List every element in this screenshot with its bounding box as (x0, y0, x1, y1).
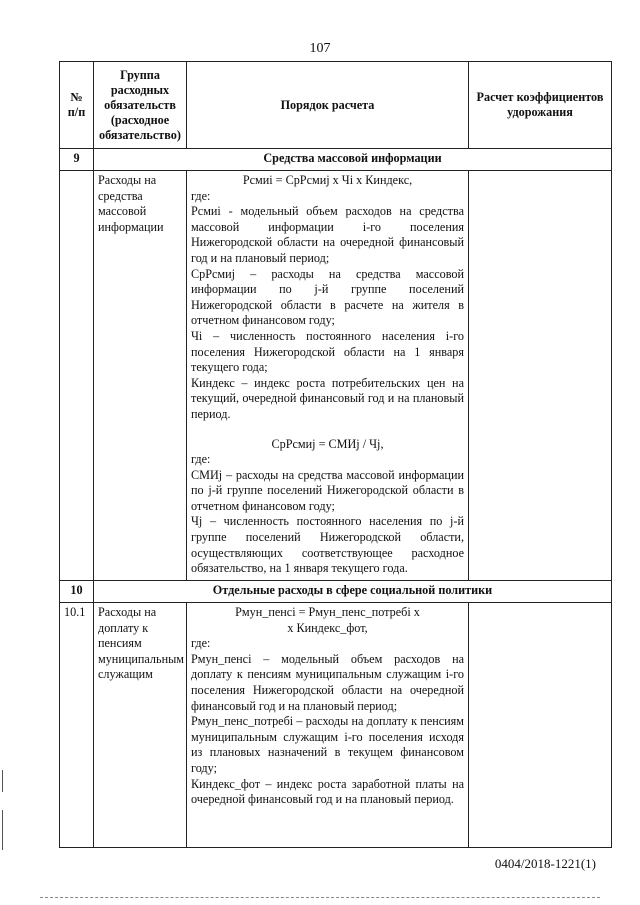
section-title: Отдельные расходы в сфере социальной политики (94, 581, 612, 603)
formula: Рсмиі = СрРсмиј х Чі х Киндекс, (242, 173, 413, 187)
section-number: 9 (60, 149, 94, 171)
header-number: № п/п (60, 62, 94, 149)
calculation-procedure (187, 603, 469, 848)
definition: СрРсмиј – расходы на средства массовой информации по j-й группе поселений Нижегородской области в расчете на жителя в отчетном финансовом году; (191, 266, 464, 328)
section-number: 10 (60, 581, 94, 603)
scan-edge-mark (2, 810, 3, 850)
page-number: 107 (309, 41, 331, 56)
formula-continuation: х Киндекс_фот, (287, 620, 368, 635)
row-number: 10.1 (60, 603, 94, 848)
definition: Рсмиі - модельный объем расходов на средства массовой информации i-го поселения Нижегородской области на очередной финансовый год и на плановый период; (191, 204, 464, 265)
where-label: где: (191, 452, 211, 467)
definition: СМИј – расходы на средства массовой информации по j-й группе поселений Нижегородской области в отчетном финансовом году; (191, 467, 464, 513)
calculation-table (59, 61, 612, 848)
expense-group: Расходы на средства массовой информации (94, 171, 187, 581)
table-row (60, 171, 612, 581)
section-row (60, 581, 612, 603)
header-group: Группа расходных обязательств (расходное обязательство) (94, 62, 187, 149)
table-row (60, 603, 612, 848)
formula: СрРсмиј = СМИј / Чј, (271, 436, 384, 451)
table-header-row (60, 62, 612, 149)
header-coefficients: Расчет коэффициентов удорожания (469, 62, 612, 149)
expense-group: Расходы на доплату к пенсиям муниципальным служащим (94, 603, 187, 848)
definition: Рмун_пенсі – модельный объем расходов на доплату к пенсиям муниципальным служащим i-го поселения Нижегородской области на очередной финансовый год и на плановый период; (191, 651, 464, 713)
definition: Чі – численность постоянного населения i-го поселения Нижегородской области на 1 января текущего года; (191, 328, 464, 375)
definition: Рмун_пенс_потребі – расходы на доплату к пенсиям муниципальным служащим i-го поселения исходя из плановых назначений в текущем финансовом году; (191, 714, 464, 775)
where-label: где: (191, 188, 211, 203)
formula: Рмун_пенсі = Рмун_пенс_потребі х (235, 605, 420, 619)
section-row (60, 149, 612, 171)
definition: Киндекс_фот – индекс роста заработной платы на очередной финансовый год и на плановый период. (191, 776, 464, 807)
coefficient-cell (469, 603, 612, 848)
scan-bottom-dashes (40, 897, 600, 898)
scan-edge-mark (2, 770, 3, 792)
where-label: где: (191, 636, 211, 651)
row-number (60, 171, 94, 581)
definition: Киндекс – индекс роста потребительских цен на текущий, очередной финансовый год и на плановый период. (191, 375, 464, 421)
definition: Чј – численность постоянного населения по j-й группе поселений Нижегородской области, осуществляющих соответствующее расходное обязательство, на 1 января текущего года. (191, 514, 464, 576)
header-order: Порядок расчета (187, 62, 469, 149)
coefficient-cell (469, 171, 612, 581)
calculation-procedure (187, 171, 469, 581)
section-title: Средства массовой информации (94, 149, 612, 171)
document-code: 0404/2018-1221(1) (494, 856, 596, 871)
